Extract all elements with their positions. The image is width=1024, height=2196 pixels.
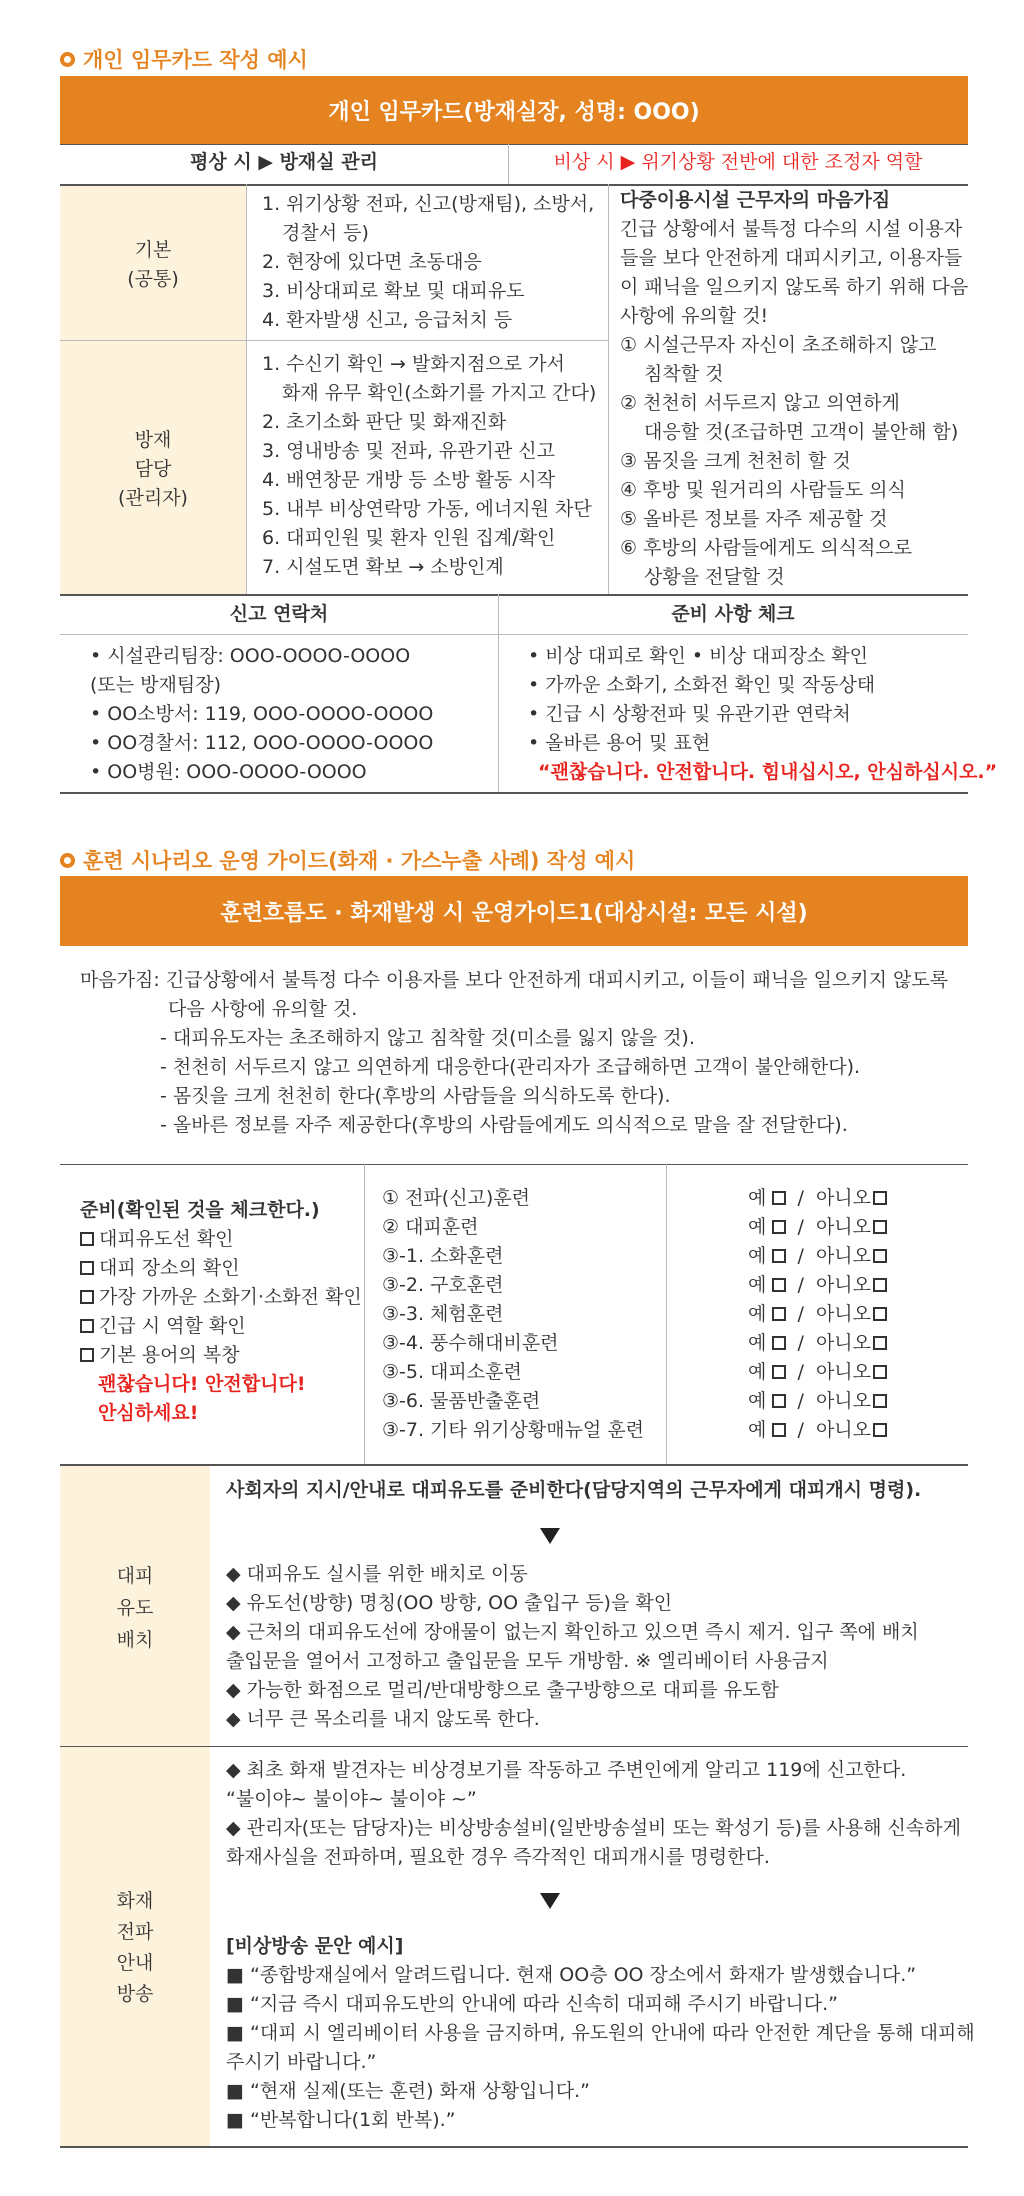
- emergency-header: 비상 시 ▶ 위기상황 전반에 대한 조정자 역할: [553, 151, 923, 173]
- divider: [60, 634, 968, 635]
- section1-title: 개인 임무카드 작성 예시: [60, 44, 308, 74]
- no-checkbox-icon[interactable]: [873, 1365, 887, 1379]
- yes-checkbox-icon[interactable]: [772, 1191, 786, 1205]
- yes-no-row: 예 / 아니오: [748, 1416, 892, 1445]
- divider: [364, 1164, 365, 1464]
- divider: [60, 184, 968, 186]
- yes-no-row: 예 / 아니오: [748, 1213, 892, 1242]
- divider: [666, 1164, 667, 1464]
- yes-no-row: 예 / 아니오: [748, 1242, 892, 1271]
- checkbox-icon[interactable]: [80, 1232, 94, 1246]
- divider: [60, 340, 608, 341]
- divider: [60, 792, 968, 794]
- contact-header: 신고 연락처: [229, 603, 329, 625]
- arrow-down-icon: [540, 1893, 560, 1909]
- broadcast-box: [비상방송 문안 예시] ■ “종합방재실에서 알려드립니다. 현재 OO층 OO 장소에서 화재가 발생했습니다.” ■ “지금 즉시 대피유도반의 안내에 따라 신속히 대피해 주시기 바랍니다.” ■ “대피 시 엘리베이터 사용을 금지하며, 유도원의 안내에 따라 안전한 계단을 통해 대피해 주시기 바랍니다.” ■ “현재 실제(또는 훈련) 화재 상황입니다.” ■ “반복합니다(1회 반복).”: [226, 1935, 975, 2131]
- basic-label: 기본 (공통): [127, 239, 179, 290]
- yes-checkbox-icon[interactable]: [772, 1220, 786, 1234]
- guide-card-title: 훈련흐름도 · 화재발생 시 운영가이드1(대상시설: 모든 시설): [60, 876, 968, 946]
- evac-heading: 사회자의 지시/안내로 대피유도를 준비한다(담당지역의 근무자에게 대피개시 명령).: [226, 1479, 922, 1501]
- evac-items: ◆ 대피유도 실시를 위한 배치로 이동 ◆ 유도선(방향) 명칭(OO 방향, OO 출입구 등)을 확인 ◆ 근처의 대피유도선에 장애물이 없는지 확인하고 있으면 즉시 제거. 입구 쪽에 배치 출입문을 열어서 고정하고 출입문을 모두 개방함. ※ 엘리베이터 사용금지 ◆ 가능한 화점으로 멀리/반대방향으로 출구방향으로 대피를 유도함 ◆ 너무 큰 목소리를 내지 않도록 한다.: [226, 1563, 919, 1730]
- checklist-item[interactable]: 가장 가까운 소화기·소화전 확인: [80, 1283, 362, 1312]
- fire-label: 화재 전파 안내 방송: [116, 1890, 154, 2005]
- no-checkbox-icon[interactable]: [873, 1220, 887, 1234]
- yes-no-row: 예 / 아니오: [748, 1300, 892, 1329]
- checklist-item[interactable]: 대피유도선 확인: [80, 1225, 362, 1254]
- divider: [608, 184, 609, 594]
- no-checkbox-icon[interactable]: [873, 1249, 887, 1263]
- divider: [60, 2146, 968, 2148]
- yes-no-row: 예 / 아니오: [748, 1387, 892, 1416]
- arrow-down-icon: [540, 1528, 560, 1544]
- divider: [508, 144, 509, 184]
- checklist-item[interactable]: 대피 장소의 확인: [80, 1254, 362, 1283]
- training-list: ① 전파(신고)훈련 ② 대피훈련 ③-1. 소화훈련 ③-2. 구호훈련 ③-3. 체험훈련 ③-4. 풍수해대비훈련 ③-5. 대피소훈련 ③-6. 물품반출훈련 ③-7. 기타 위기상황매뉴얼 훈련: [382, 1187, 645, 1441]
- yes-no-row: 예 / 아니오: [748, 1184, 892, 1213]
- duty-card-title: 개인 임무카드(방재실장, 성명: OOO): [60, 76, 968, 144]
- divider: [60, 1164, 968, 1165]
- fire-items: ◆ 최초 화재 발견자는 비상경보기를 작동하고 주변인에게 알리고 119에 신고한다. “불이야~ 불이야~ 불이야 ~” ◆ 관리자(또는 담당자)는 비상방송설비(일반방송설비 또는 확성기 등)를 사용해 신속하게 화재사실을 전파하며, 필요한 경우 즉각적인 대피개시를 명령한다.: [226, 1759, 961, 1868]
- circle-bullet-icon: [60, 853, 75, 868]
- no-checkbox-icon[interactable]: [873, 1191, 887, 1205]
- section2-title: 훈련 시나리오 운영 가이드(화재 · 가스누출 사례) 작성 예시: [60, 845, 635, 875]
- contact-items: • 시설관리팀장: OOO-OOOO-OOOO (또는 방재팀장) • OO소방서: 119, OOO-OOOO-OOOO • OO경찰서: 112, OOO-OOOO-OOOO • OO병원: OOO-OOOO-OOOO: [90, 645, 434, 783]
- yes-no-row: 예 / 아니오: [748, 1329, 892, 1358]
- check-items: • 비상 대피로 확인 • 비상 대피장소 확인 • 가까운 소화기, 소화전 확인 및 작동상태 • 긴급 시 상황전파 및 유관기관 연락처 • 올바른 용어 및 표현 “괜찮습니다. 안전합니다. 힘내십시오, 안심하십시오.”: [528, 645, 998, 783]
- divider: [246, 184, 247, 594]
- no-checkbox-icon[interactable]: [873, 1394, 887, 1408]
- divider: [60, 144, 968, 145]
- checkbox-icon[interactable]: [80, 1319, 94, 1333]
- manager-label: 방재 담당 (관리자): [118, 429, 188, 509]
- divider: [498, 594, 499, 792]
- yes-checkbox-icon[interactable]: [772, 1336, 786, 1350]
- divider: [60, 594, 968, 596]
- yes-no-row: 예 / 아니오: [748, 1271, 892, 1300]
- prep-box: 준비(확인된 것을 체크한다.) 대피유도선 확인 대피 장소의 확인 가장 가까운 소화기·소화전 확인 긴급 시 역할 확인 기본 용어의 복창 괜찮습니다! 안전합니다! 안심하세요!: [80, 1199, 362, 1424]
- normal-header: 평상 시 ▶ 방재실 관리: [190, 151, 378, 173]
- manager-items: 1. 수신기 확인 → 발화지점으로 가서 화재 유무 확인(소화기를 가지고 간다) 2. 초기소화 판단 및 화재진화 3. 영내방송 및 전파, 유관기관 신고 4. 배연창문 개방 등 소방 활동 시작 5. 내부 비상연락망 가동, 에너지원 차단 6. 대피인원 및 환자 인원 집계/확인 7. 시설도면 확보 → 소방인계: [262, 353, 597, 578]
- checklist-item[interactable]: 긴급 시 역할 확인: [80, 1312, 362, 1341]
- checkbox-icon[interactable]: [80, 1290, 94, 1304]
- check-header: 준비 사항 체크: [671, 603, 795, 625]
- yes-checkbox-icon[interactable]: [772, 1307, 786, 1321]
- checklist-item[interactable]: 기본 용어의 복창: [80, 1341, 362, 1370]
- no-checkbox-icon[interactable]: [873, 1423, 887, 1437]
- yes-no-column: [748, 1184, 892, 1445]
- mindset-intro: 마음가짐: 긴급상황에서 불특정 다수 이용자를 보다 안전하게 대피시키고, 이들이 패닉을 일으키지 않도록 다음 사항에 유의할 것. - 대피유도자는 초조해하지 않고 침착할 것(미소를 잃지 않을 것). - 천천히 서두르지 않고 의연하게 대응한다(관리자가 조급해하면 고객이 불안해한다). - 몸짓을 크게 천천히 한다(후방의 사람들을 의식하도록 한다). - 올바른 정보를 자주 제공한다(후방의 사람들에게도 의식적으로 말을 잘 전달한다).: [80, 969, 949, 1136]
- yes-checkbox-icon[interactable]: [772, 1423, 786, 1437]
- yes-checkbox-icon[interactable]: [772, 1249, 786, 1263]
- circle-bullet-icon: [60, 52, 75, 67]
- yes-checkbox-icon[interactable]: [772, 1394, 786, 1408]
- basic-items: 1. 위기상황 전파, 신고(방재팀), 소방서, 경찰서 등) 2. 현장에 있다면 초동대응 3. 비상대피로 확보 및 대피유도 4. 환자발생 신고, 응급처치 등: [262, 193, 595, 331]
- yes-checkbox-icon[interactable]: [772, 1365, 786, 1379]
- no-checkbox-icon[interactable]: [873, 1336, 887, 1350]
- no-checkbox-icon[interactable]: [873, 1307, 887, 1321]
- checkbox-icon[interactable]: [80, 1261, 94, 1275]
- yes-checkbox-icon[interactable]: [772, 1278, 786, 1292]
- checkbox-icon[interactable]: [80, 1348, 94, 1362]
- no-checkbox-icon[interactable]: [873, 1278, 887, 1292]
- mindset-box: 다중이용시설 근무자의 마음가짐 긴급 상황에서 불특정 다수의 시설 이용자 들을 보다 안전하게 대피시키고, 이용자들 이 패닉을 일으키지 않도록 하기 위해 다음 사항에 유의할 것! ① 시설근무자 자신이 초조해하지 않고 침착할 것 ② 천천히 서두르지 않고 의연하게 대응할 것(조급하면 고객이 불안해 함) ③ 몸짓을 크게 천천히 할 것 ④ 후방 및 원거리의 사람들도 의식 ⑤ 올바른 정보를 자주 제공할 것 ⑥ 후방의 사람들에게도 의식적으로 상황을 전달할 것: [620, 189, 969, 588]
- evac-label: 대피 유도 배치: [116, 1565, 154, 1651]
- yes-no-row: 예 / 아니오: [748, 1358, 892, 1387]
